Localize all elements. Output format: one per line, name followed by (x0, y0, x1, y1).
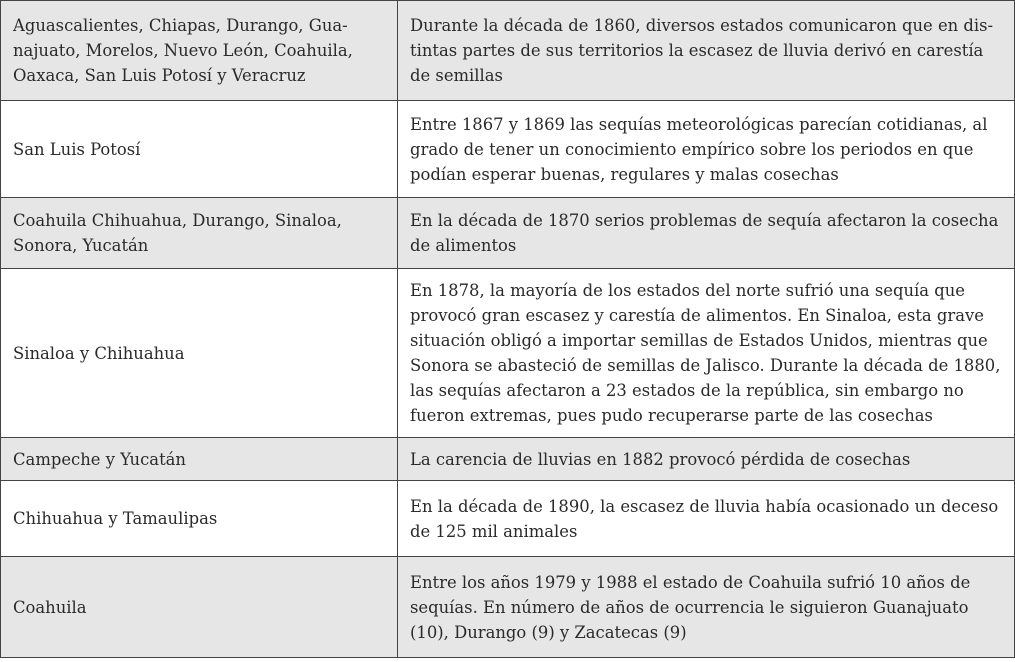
description-cell: Entre 1867 y 1869 las sequías meteorológicas parecían cotidianas, al grado de tener un conocimiento empírico sobre los periodos en que podían esperar buenas, regulares y malas cosechas (398, 101, 1015, 198)
description-cell: Entre los años 1979 y 1988 el estado de Coahuila sufrió 10 años de sequías. En número de años de ocurrencia le siguieron Guanajuato (10), Durango (9) y Zacatecas (9) (398, 557, 1015, 658)
description-cell: En la década de 1890, la escasez de lluvia había ocasionado un deceso de 125 mil animales (398, 481, 1015, 557)
table-row (1, 1, 1015, 101)
table-row (1, 198, 1015, 269)
region-cell: San Luis Potosí (1, 101, 398, 198)
region-cell: Aguascalientes, Chiapas, Durango, Gua-najuato, Morelos, Nuevo León, Coahuila, Oaxaca, San Luis Potosí y Veracruz (1, 1, 398, 101)
region-cell: Chihuahua y Tamaulipas (1, 481, 398, 557)
table-row (1, 557, 1015, 658)
region-cell: Coahuila (1, 557, 398, 658)
description-cell: En 1878, la mayoría de los estados del norte sufrió una sequía que provocó gran escasez y carestía de alimentos. En Sinaloa, esta grave situación obligó a importar semillas de Estados Unidos, mientras que Sonora se abasteció de semillas de Jalisco. Durante la década de 1880, las sequías afectaron a 23 estados de la república, sin embargo no fueron extremas, pues pudo recuperarse parte de las cosechas (398, 269, 1015, 438)
table-row (1, 481, 1015, 557)
description-cell: La carencia de lluvias en 1882 provocó pérdida de cosechas (398, 438, 1015, 481)
region-cell: Sinaloa y Chihuahua (1, 269, 398, 438)
table-row (1, 269, 1015, 438)
region-cell: Campeche y Yucatán (1, 438, 398, 481)
table-row (1, 101, 1015, 198)
table-row (1, 438, 1015, 481)
description-cell: En la década de 1870 serios problemas de sequía afectaron la cosecha de alimentos (398, 198, 1015, 269)
description-cell: Durante la década de 1860, diversos estados comunicaron que en dis-tintas partes de sus territorios la escasez de lluvia derivó en carestía de semillas (398, 1, 1015, 101)
region-cell: Coahuila Chihuahua, Durango, Sinaloa, Sonora, Yucatán (1, 198, 398, 269)
